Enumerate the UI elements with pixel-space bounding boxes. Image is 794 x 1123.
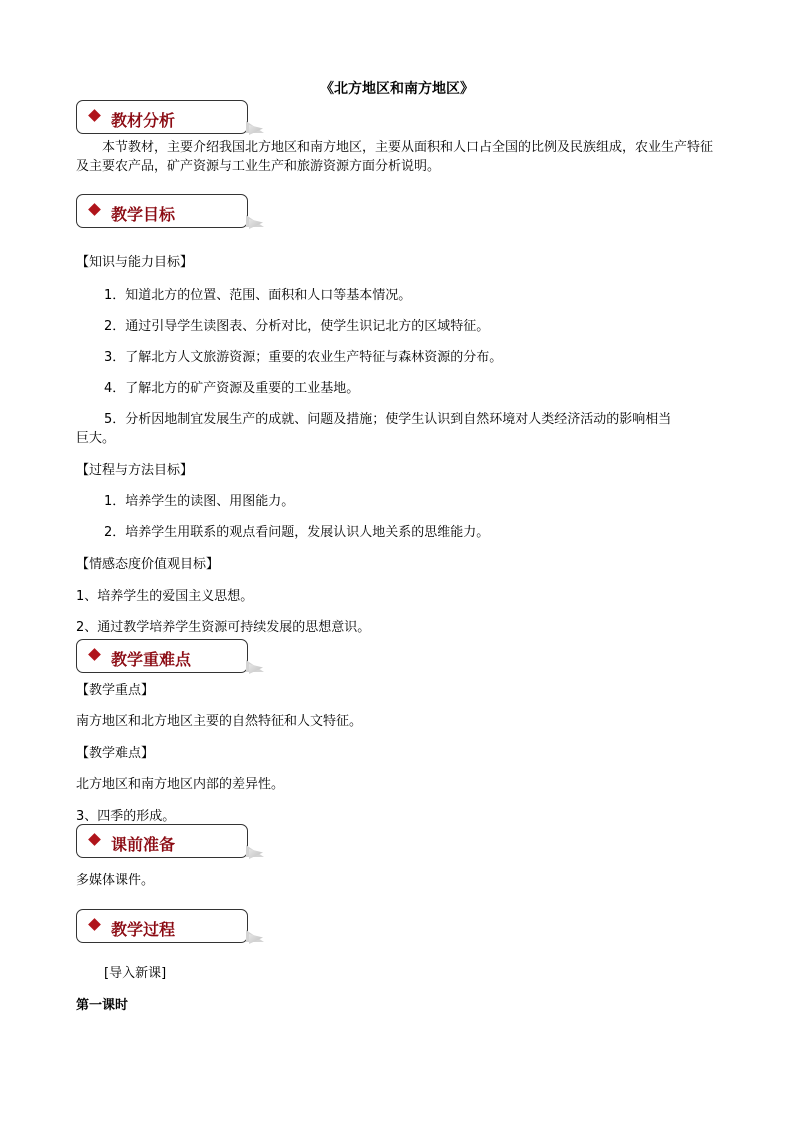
knowledge-heading: 【知识与能力目标】 <box>76 255 194 270</box>
section-label: 课前准备 <box>111 835 176 854</box>
section-header-process <box>76 909 248 943</box>
analysis-paragraph: 本节教材，主要介绍我国北方地区和南方地区，主要从面积和人口占全国的比例及民族组成，农业生产特征及主要农产品，矿产资源与工业生产和旅游资源方面分析说明。 <box>76 140 714 174</box>
intro-label: [导入新课] <box>104 966 167 981</box>
process-heading: 【过程与方法目标】 <box>76 463 194 478</box>
document-title: 《北方地区和南方地区》 <box>320 81 474 97</box>
diamond-bullet-icon <box>88 203 101 216</box>
goal-item: 1．培养学生的读图、用图能力。 <box>104 494 295 509</box>
section-label: 教学过程 <box>111 920 176 939</box>
prep-text: 多媒体课件。 <box>76 873 155 888</box>
goal-item: 1、培养学生的爱国主义思想。 <box>76 589 254 604</box>
goal-item: 2．培养学生用联系的观点看问题，发展认识人地关系的思维能力。 <box>104 525 490 540</box>
difficulty-text: 北方地区和南方地区内部的差异性。 <box>76 777 285 792</box>
difficulty-heading: 【教学难点】 <box>76 746 155 761</box>
goal-item: 5．分析因地制宜发展生产的成就、问题及措施；使学生认识到自然环境对人类经济活动的影响相当 <box>104 412 672 427</box>
diamond-bullet-icon <box>88 648 101 661</box>
extra-item: 3、四季的形成。 <box>76 809 176 824</box>
section-label: 教材分析 <box>111 111 176 130</box>
key-text: 南方地区和北方地区主要的自然特征和人文特征。 <box>76 714 363 729</box>
section-header-keypoints <box>76 639 248 673</box>
key-heading: 【教学重点】 <box>76 683 155 698</box>
section-label: 教学重难点 <box>111 650 192 669</box>
diamond-bullet-icon <box>88 109 101 122</box>
goal-item: 4．了解北方的矿产资源及重要的工业基地。 <box>104 381 360 396</box>
section-label: 教学目标 <box>111 205 176 224</box>
goal-item: 1．知道北方的位置、范围、面积和人口等基本情况。 <box>104 288 412 303</box>
emotion-heading: 【情感态度价值观目标】 <box>76 557 220 572</box>
section-header-goals <box>76 194 248 228</box>
goal-item: 3．了解北方人文旅游资源；重要的农业生产特征与森林资源的分布。 <box>104 350 503 365</box>
section-header-analysis <box>76 100 248 134</box>
goal-item: 2．通过引导学生读图表、分析对比，使学生识记北方的区域特征。 <box>104 319 490 334</box>
lesson-label: 第一课时 <box>76 998 129 1013</box>
section-header-prep <box>76 824 248 858</box>
goal-item: 2、通过教学培养学生资源可持续发展的思想意识。 <box>76 620 371 635</box>
diamond-bullet-icon <box>88 918 101 931</box>
goal-item-continuation: 巨大。 <box>76 431 116 446</box>
diamond-bullet-icon <box>88 833 101 846</box>
